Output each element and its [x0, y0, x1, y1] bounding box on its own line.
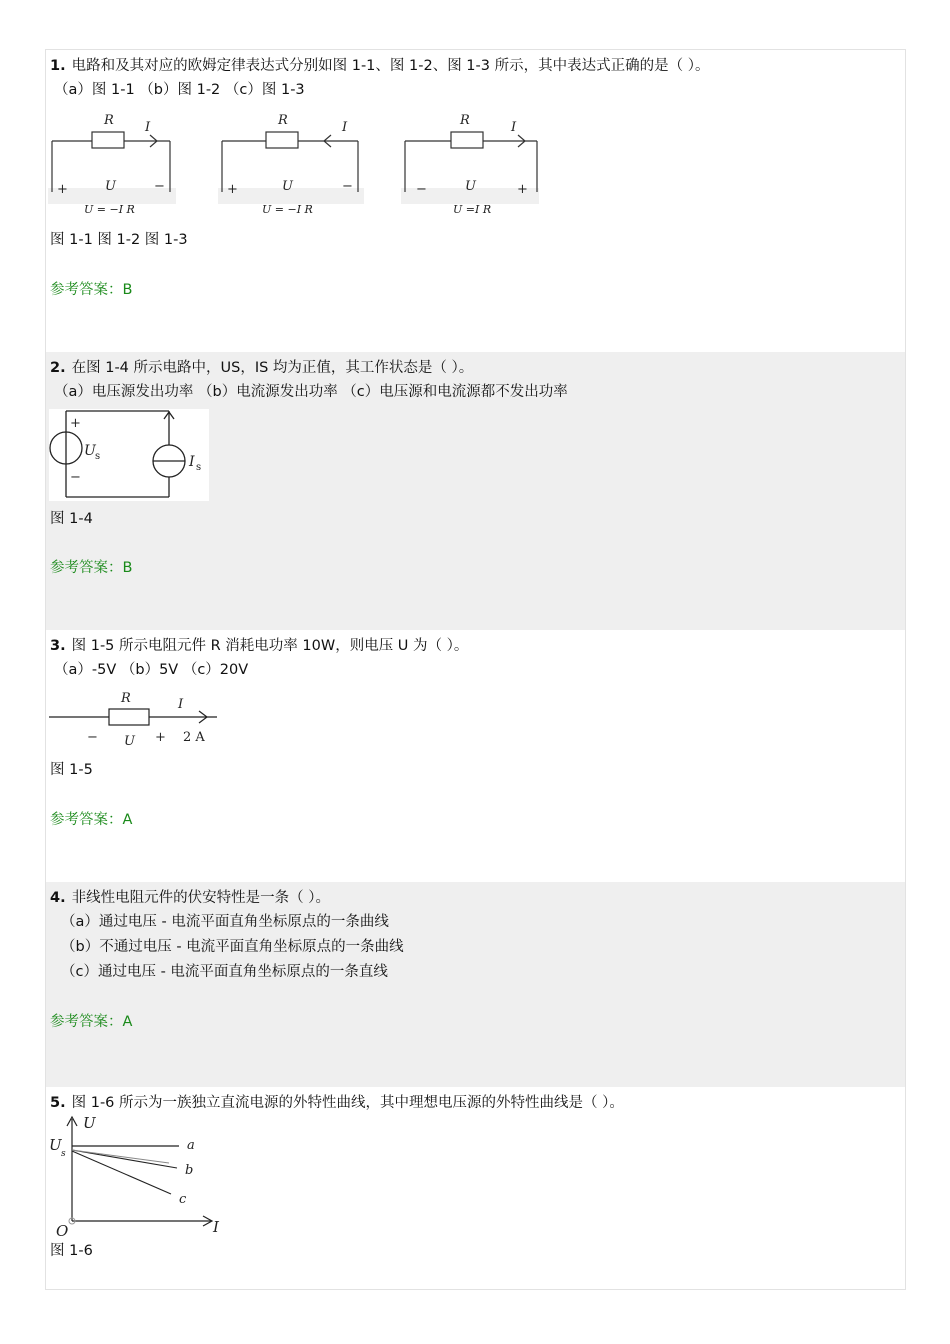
question-2-options: （a）电压源发出功率 （b）电流源发出功率 （c）电压源和电流源都不发出功率 [54, 384, 568, 400]
curve-c [72, 1151, 171, 1194]
figure-caption: 图 1-1 图 1-2 图 1-3 [50, 232, 188, 248]
figure-caption: 图 1-4 [50, 511, 93, 527]
fig1-6-u-axis-label: U [83, 1114, 96, 1132]
question-5-text: 5. 图 1-6 所示为一族独立直流电源的外特性曲线，其中理想电压源的外特性曲线是（ ）。 [50, 1095, 624, 1111]
fig1-2-left-sign: + [227, 182, 238, 197]
fig1-2-formula: U = −I R [262, 203, 313, 216]
question-4-option-c: （c）通过电压 - 电流平面直角坐标原点的一条直线 [61, 964, 388, 980]
figure-1-6 [49, 1113, 229, 1239]
fig1-5-current: 2 A [183, 730, 205, 745]
question-2 [46, 352, 905, 630]
fig1-3-right-sign: + [517, 182, 528, 197]
fig1-6-label-a: a [187, 1138, 195, 1153]
question-3 [46, 630, 905, 882]
question-sheet [45, 49, 906, 1290]
answer-3: 参考答案：A [50, 812, 133, 828]
figure-1-4 [49, 409, 209, 501]
fig1-3-left-sign: − [416, 182, 427, 197]
fig1-2-right-sign: − [342, 179, 353, 194]
figure-caption: 图 1-6 [50, 1243, 93, 1259]
fig1-5-minus: − [87, 730, 98, 745]
figure-1-1 [48, 110, 182, 218]
fig1-6-label-c: c [179, 1192, 187, 1207]
question-3-options: （a）-5V （b）5V （c）20V [54, 662, 249, 678]
fig1-6-i-axis-label: I [213, 1218, 219, 1236]
question-1 [46, 50, 905, 352]
fig1-5-i-label: I [178, 697, 184, 712]
figure-1-5 [49, 686, 219, 750]
fig1-4-is-label: I [189, 454, 195, 470]
figure-1-3 [401, 110, 541, 218]
fig1-2-i-label: I [342, 120, 348, 135]
figure-1-2 [218, 110, 366, 218]
figure-caption: 图 1-5 [50, 762, 93, 778]
fig1-3-i-label: I [511, 120, 517, 135]
question-4 [46, 882, 905, 1087]
fig1-4-minus: − [70, 470, 81, 485]
fig1-4-plus: + [70, 416, 81, 431]
fig1-3-formula: U =I R [453, 203, 492, 216]
fig1-1-right-sign: − [154, 179, 165, 194]
fig1-5-plus: + [155, 730, 166, 745]
question-4-text: 4. 非线性电阻元件的伏安特性是一条（ ）。 [50, 890, 330, 906]
fig1-1-u-label: U [105, 179, 116, 194]
fig1-5-r-label: R [121, 691, 131, 706]
question-3-text: 3. 图 1-5 所示电阻元件 R 消耗电功率 10W，则电压 U 为（ ）。 [50, 638, 469, 654]
answer-1: 参考答案：B [50, 282, 133, 298]
fig1-2-u-label: U [282, 179, 293, 194]
question-2-text: 2. 在图 1-4 所示电路中，US，IS 均为正值，其工作状态是（ ）。 [50, 360, 474, 376]
fig1-6-us-label: U [49, 1136, 62, 1154]
fig1-2-r-label: R [278, 113, 288, 128]
fig1-1-formula: U = −I R [84, 203, 135, 216]
curve-b [72, 1150, 177, 1168]
question-4-option-a: （a）通过电压 - 电流平面直角坐标原点的一条曲线 [61, 914, 389, 930]
fig1-1-r-label: R [104, 113, 114, 128]
curve-b-shadow [72, 1150, 169, 1163]
fig1-4-us-label: U [84, 443, 96, 459]
fig1-4-is-sub: s [196, 462, 202, 473]
fig1-1-left-sign: + [57, 182, 68, 197]
question-4-option-b: （b）不通过电压 - 电流平面直角坐标原点的一条曲线 [61, 939, 404, 955]
fig1-4-us-sub: s [95, 451, 101, 462]
fig1-5-u-label: U [124, 734, 135, 749]
fig1-6-label-b: b [185, 1163, 194, 1178]
question-5 [46, 1087, 905, 1287]
answer-2: 参考答案：B [50, 560, 133, 576]
fig1-3-r-label: R [460, 113, 470, 128]
fig1-1-i-label: I [145, 120, 151, 135]
question-1-text: 1. 电路和及其对应的欧姆定律表达式分别如图 1-1、图 1-2、图 1-3 所示，其中表达式正确的是（ ）。 [50, 58, 710, 74]
fig1-6-us-sub: s [61, 1149, 66, 1159]
question-1-options: （a）图 1-1 （b）图 1-2 （c）图 1-3 [54, 82, 305, 98]
fig1-6-origin: O [56, 1222, 69, 1239]
answer-4: 参考答案：A [50, 1014, 133, 1030]
fig1-3-u-label: U [465, 179, 476, 194]
